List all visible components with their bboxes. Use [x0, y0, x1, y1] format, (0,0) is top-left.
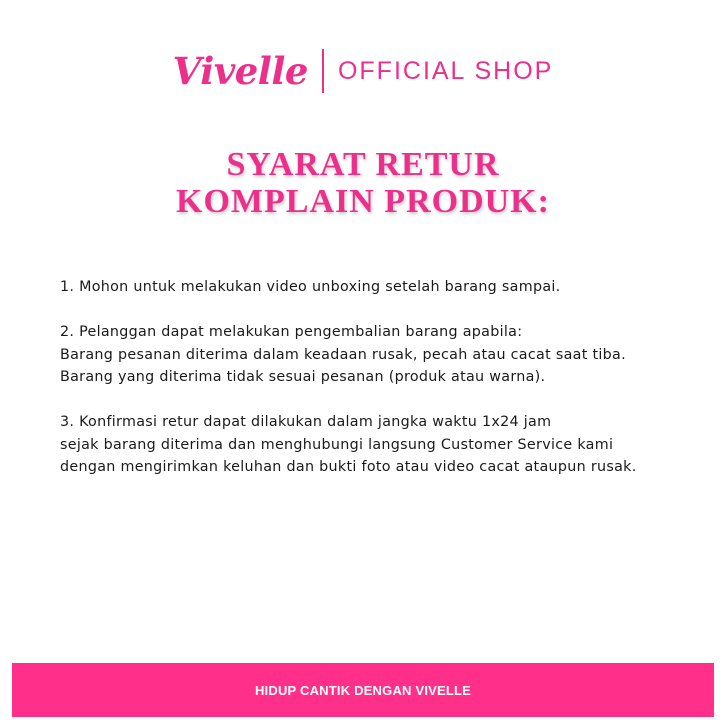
- term-2-line-1: 2. Pelanggan dapat melakukan pengembalian barang apabila:: [60, 324, 523, 340]
- header-divider: [322, 49, 324, 93]
- header: [0, 46, 726, 96]
- official-shop-label: OFFICIAL SHOP: [337, 56, 554, 85]
- title-line-1: SYARAT RETUR: [226, 146, 500, 183]
- term-2-line-3: Barang yang diterima tidak sesuai pesanan (produk atau warna).: [60, 369, 546, 385]
- term-2: [60, 321, 700, 389]
- footer-tagline: HIDUP CANTIK DENGAN VIVELLE: [254, 682, 472, 698]
- title-line-2: KOMPLAIN PRODUK:: [176, 183, 550, 220]
- term-1: [60, 276, 700, 299]
- term-3-line-3: dengan mengirimkan keluhan dan bukti foto atau video cacat ataupun rusak.: [60, 459, 637, 475]
- terms-body: [60, 276, 700, 501]
- term-1-line-1: 1. Mohon untuk melakukan video unboxing setelah barang sampai.: [60, 279, 561, 295]
- page-title: [0, 146, 726, 220]
- term-2-line-2: Barang pesanan diterima dalam keadaan rusak, pecah atau cacat saat tiba.: [60, 346, 626, 363]
- term-3-line-1: 3. Konfirmasi retur dapat dilakukan dalam jangka waktu 1x24 jam: [60, 414, 552, 430]
- term-3-line-2: sejak barang diterima dan menghubungi langsung Customer Service kami: [60, 436, 614, 453]
- footer-banner: [12, 663, 714, 717]
- term-3: [60, 411, 700, 479]
- brand-logo: Vivelle: [172, 48, 308, 93]
